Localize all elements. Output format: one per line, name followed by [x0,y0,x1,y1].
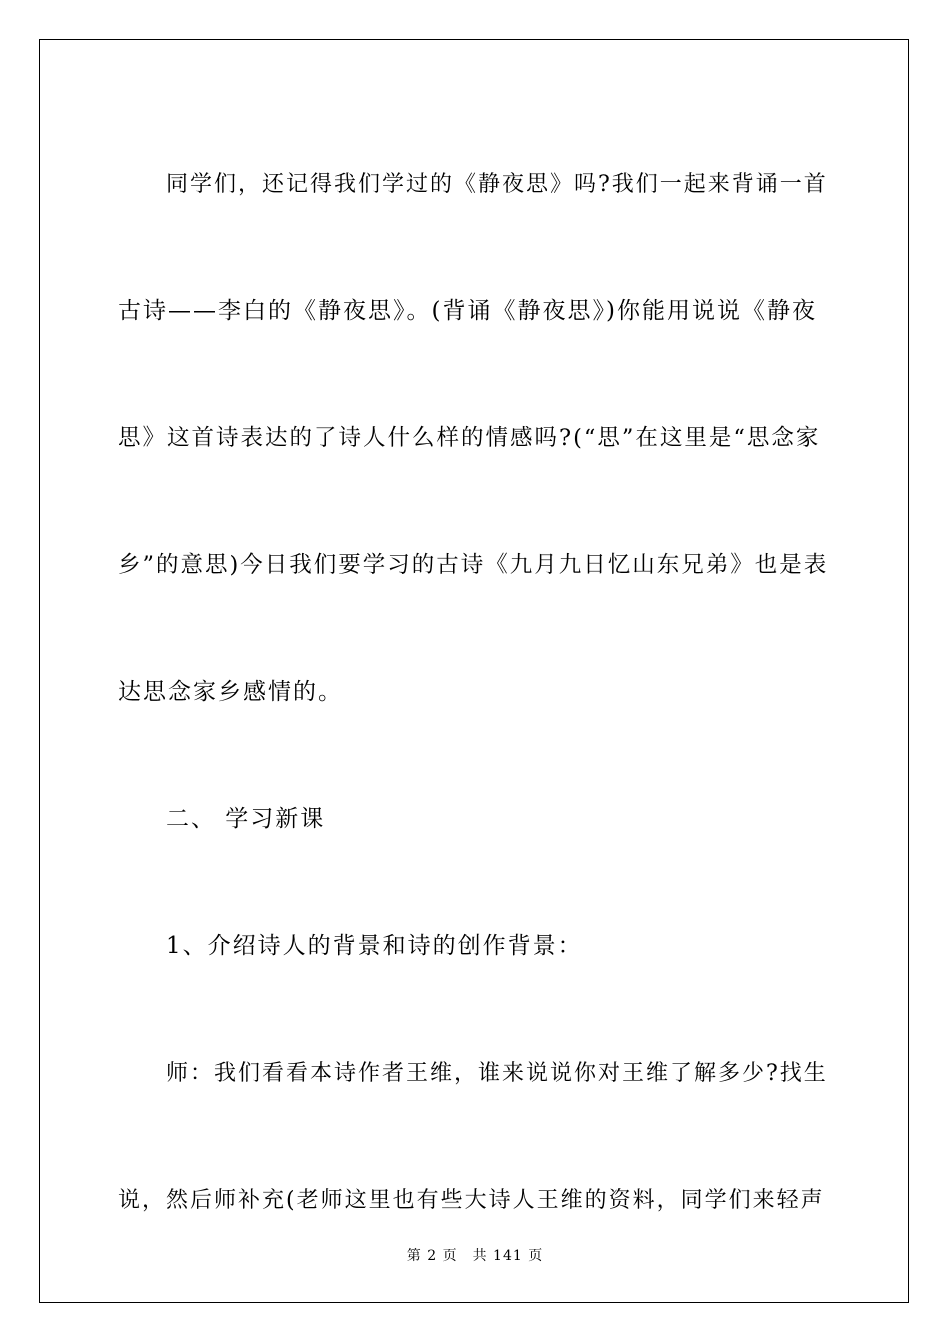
text-line: 同学们，还记得我们学过的《静夜思》吗?我们一起来背诵一首 [166,172,828,197]
text-line: 师：我们看看本诗作者王维，谁来说说你对王维了解多少?找生 [166,1061,828,1086]
text-line: 1、介绍诗人的背景和诗的创作背景： [166,933,583,959]
paragraph-intro [118,121,834,756]
section-heading [118,756,834,883]
subsection-heading [118,883,834,1010]
text-line: 思》这首诗表达的了诗人什么样的情感吗?(“思”在这里是“思念家 [118,425,821,451]
text-line: 古诗——李白的《静夜思》。(背诵《静夜思》)你能用说说《静夜 [118,298,817,324]
text-line: 达思念家乡感情的。 [118,679,343,705]
text-line: 乡”的意思)今日我们要学习的古诗《九月九日忆山东兄弟》也是表 [118,552,829,578]
page-footer: 第 2 页 共 141 页 [406,1248,544,1264]
paragraph-teacher [118,1010,834,1264]
text-line: 二、 学习新课 [166,806,326,832]
text-line: 说，然后师补充(老师这里也有些大诗人王维的资料，同学们来轻声 [118,1188,825,1213]
page-content [118,121,834,1264]
